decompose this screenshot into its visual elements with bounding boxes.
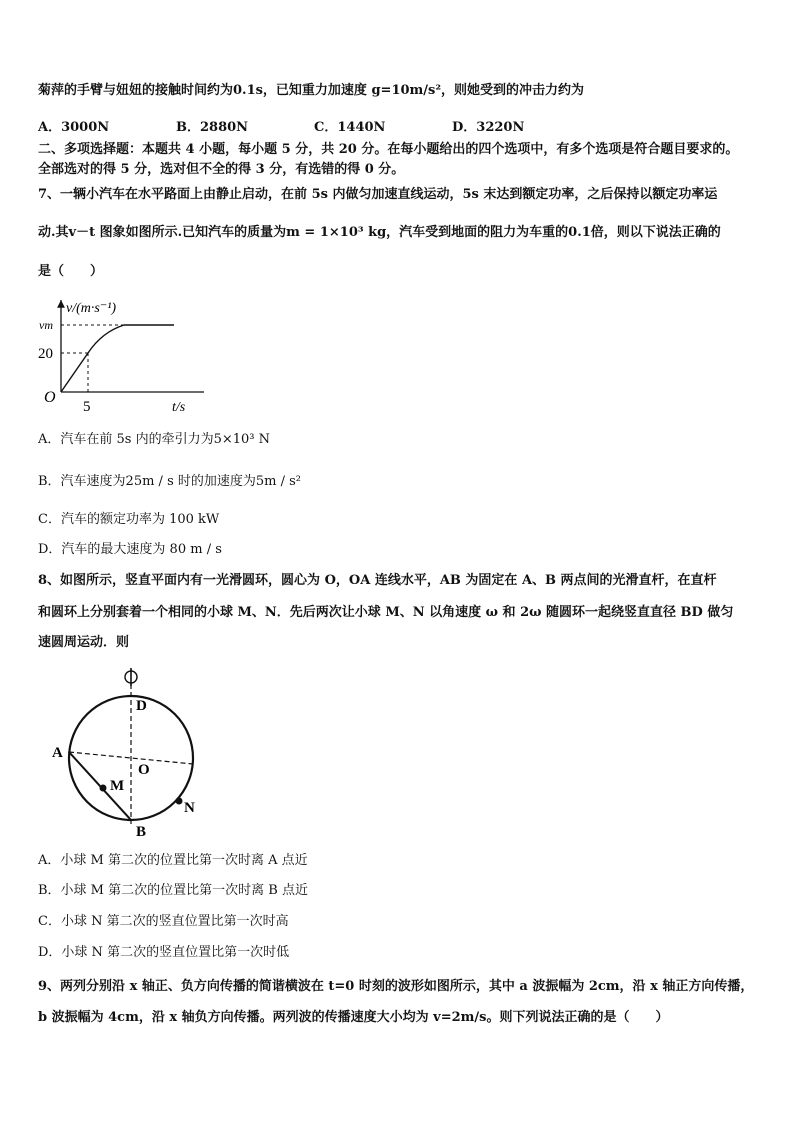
- q8-option-a: A．小球 M 第二次的位置比第一次时离 A 点近: [38, 853, 308, 868]
- q8-ring-diagram: [46, 664, 206, 840]
- q7-option-d: D．汽车的最大速度为 80 m / s: [38, 542, 222, 557]
- q8-line1: 8、如图所示，竖直平面内有一光滑圆环，圆心为 O，OA 连线水平，AB 为固定在 A、B 两点间的光滑直杆，在直杆: [38, 573, 717, 588]
- q6-option-d: D．3220N: [452, 120, 525, 135]
- q6-option-c: C．1440N: [314, 120, 386, 135]
- q8-line3: 速圆周运动．则: [38, 635, 130, 650]
- q8-option-c: C．小球 N 第二次的竖直位置比第一次时高: [38, 914, 289, 929]
- y-tick-20: 20: [38, 346, 53, 362]
- ball-n: [176, 798, 183, 805]
- x-tick-5: 5: [83, 399, 91, 415]
- section2-line2: 全部选对的得 5 分，选对但不全的得 3 分，有选错的得 0 分。: [38, 162, 405, 177]
- origin-label: O: [44, 389, 56, 406]
- ball-m: [100, 785, 107, 792]
- q7-option-c: C．汽车的额定功率为 100 kW: [38, 512, 220, 527]
- q8-line2: 和圆环上分别套着一个相同的小球 M、N．先后两次让小球 M、N 以角速度 ω 和 2ω 随圆环一起绕竖直直径 BD 做匀: [38, 605, 734, 620]
- q6-option-a: A．3000N: [38, 120, 110, 135]
- x-axis-label: t/s: [172, 400, 186, 415]
- q6-option-b: B．2880N: [176, 120, 249, 135]
- label-d: D: [136, 698, 147, 714]
- q9-line1: 9、两列分别沿 x 轴正、负方向传播的简谐横波在 t=0 时刻的波形如图所示，其中 a 波振幅为 2cm，沿 x 轴正方向传播，: [38, 979, 754, 994]
- label-m: M: [110, 778, 125, 794]
- q8-option-d: D．小球 N 第二次的竖直位置比第一次时低: [38, 945, 290, 960]
- q8-option-b: B．小球 M 第二次的位置比第一次时离 B 点近: [38, 883, 308, 898]
- q7-option-a: A．汽车在前 5s 内的牵引力为5×10³ N: [38, 432, 271, 447]
- q9-line2: b 波振幅为 4cm，沿 x 轴负方向传播。两列波的传播速度大小均为 v=2m/s。则下列说法正确的是（ ）: [38, 1010, 669, 1025]
- q7-line3: 是（ ）: [38, 264, 104, 279]
- label-b: B: [136, 824, 147, 840]
- q7-line1: 7、一辆小汽车在水平路面上由静止启动，在前 5s 内做匀加速直线运动，5s 末达到额定功率，之后保持以额定功率运: [38, 187, 718, 202]
- label-a: A: [52, 745, 63, 761]
- q7-option-b: B．汽车速度为25m / s 时的加速度为5m / s²: [38, 474, 301, 489]
- q7-vt-graph: [34, 294, 214, 419]
- q6-continuation: 菊萍的手臂与妞妞的接触时间约为0.1s，已知重力加速度 g=10m/s²，则她受到的冲击力约为: [38, 83, 585, 98]
- vm-label: vm: [39, 318, 53, 332]
- y-axis-label: v/(m·s⁻¹): [66, 301, 117, 316]
- section2-line1: 二、多项选择题：本题共 4 小题，每小题 5 分，共 20 分。在每小题给出的四个选项中，有多个选项是符合题目要求的。: [38, 142, 739, 157]
- velocity-curve: [61, 325, 174, 392]
- label-n: N: [184, 800, 195, 816]
- label-o: O: [138, 762, 150, 778]
- q7-line2: 动.其v－t 图象如图所示.已知汽车的质量为m = 1×10³ kg，汽车受到地面的阻力为车重的0.1倍，则以下说法正确的: [38, 225, 721, 240]
